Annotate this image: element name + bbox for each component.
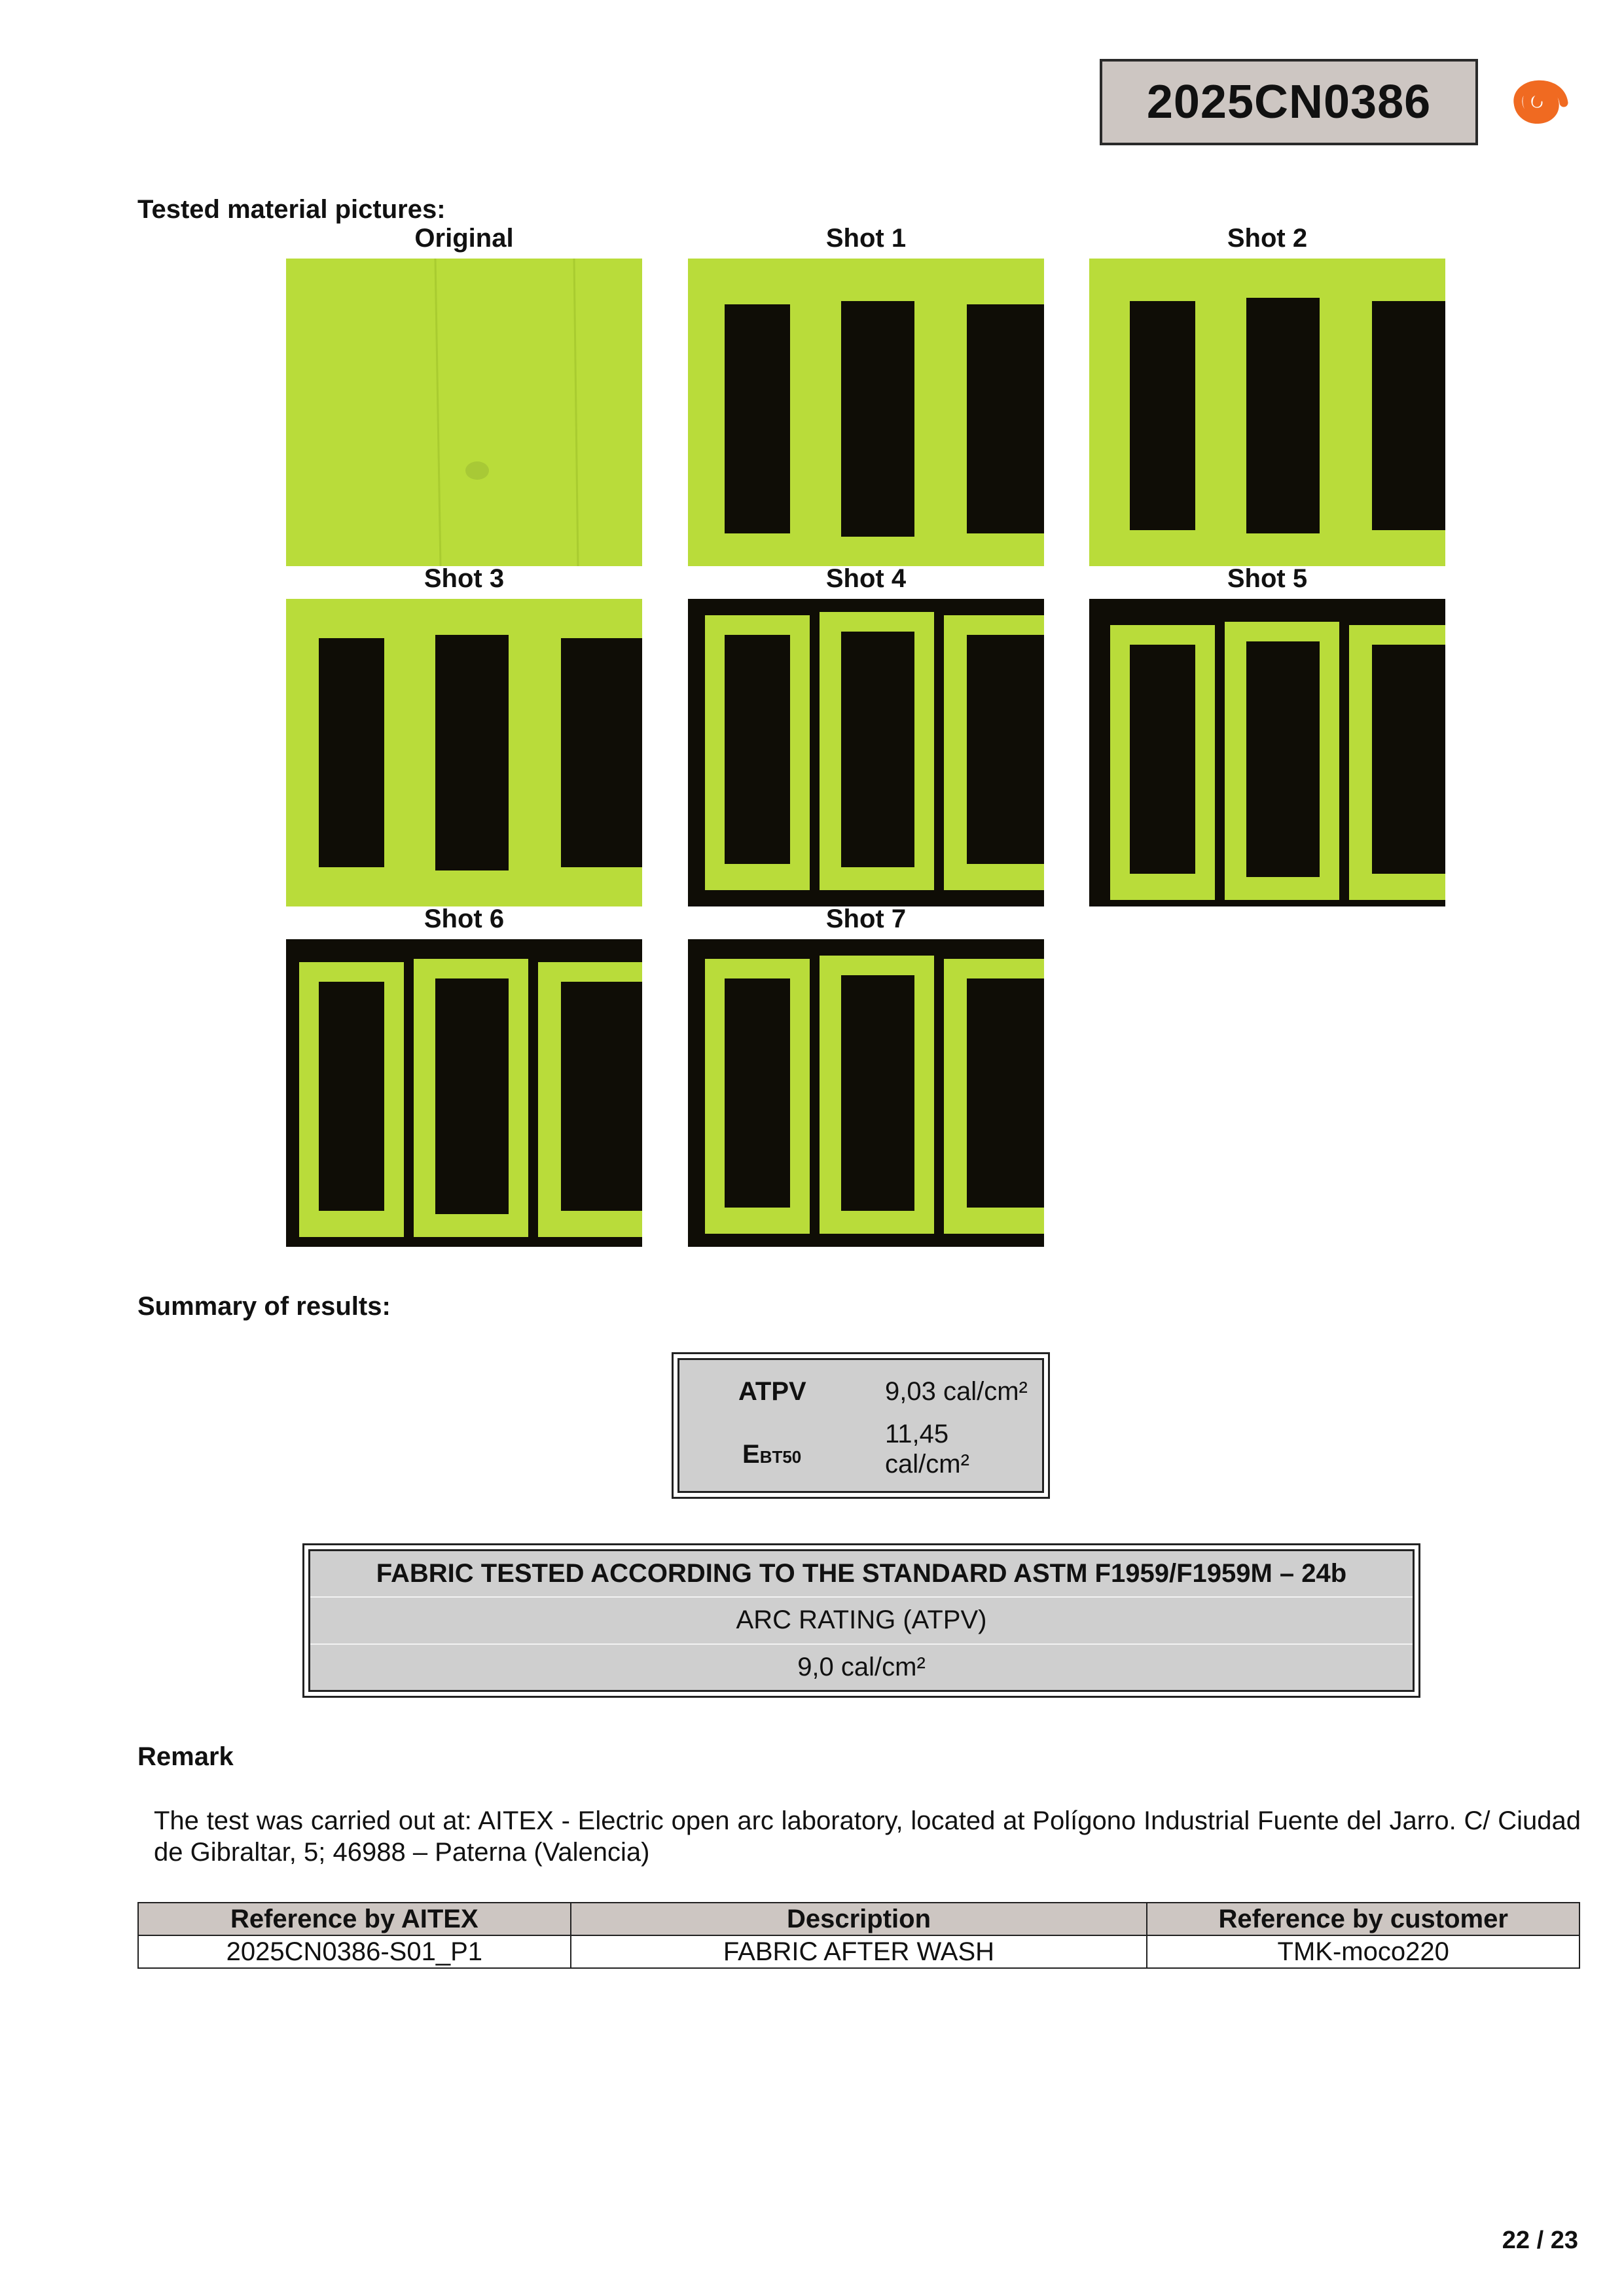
reference-table [137, 1902, 1580, 1969]
aitex-logo-icon [1494, 63, 1579, 142]
atpv-label: ATPV [738, 1377, 806, 1406]
table-header-row [138, 1903, 1579, 1935]
shot-photo [286, 599, 642, 906]
ebt50-value: 11,45 cal/cm² [885, 1420, 969, 1479]
photo-title: Shot 6 [424, 905, 505, 933]
cell-reference-customer: TMK-moco220 [1147, 1935, 1579, 1968]
cell-reference-aitex: 2025CN0386-S01_P1 [138, 1935, 571, 1968]
pictures-heading: Tested material pictures: [137, 195, 446, 224]
photo-title: Shot 1 [825, 224, 907, 253]
photo-title: Shot 2 [1227, 224, 1308, 253]
photo-title: Shot 4 [825, 564, 907, 593]
photo-title: Shot 5 [1227, 564, 1308, 593]
standard-title: FABRIC TESTED ACCORDING TO THE STANDARD ASTM F1959/F1959M – 24b [376, 1559, 1347, 1588]
summary-box [672, 1352, 1050, 1499]
table-row [138, 1935, 1579, 1968]
arc-rating-value: 9,0 cal/cm² [310, 1643, 1413, 1690]
shot-photo [688, 599, 1044, 906]
cell-description: FABRIC AFTER WASH [571, 1935, 1147, 1968]
page-number: 22 / 23 [1502, 2227, 1578, 2254]
arc-rating-label: ARC RATING (ATPV) [310, 1596, 1413, 1643]
photo-title: Shot 7 [825, 905, 907, 933]
summary-heading: Summary of results: [137, 1292, 391, 1321]
col-reference-customer: Reference by customer [1147, 1903, 1579, 1935]
photo-title: Shot 3 [424, 564, 505, 593]
col-description: Description [571, 1903, 1147, 1935]
ebt50-label: EBT50 [742, 1440, 802, 1469]
standard-box [302, 1543, 1420, 1698]
col-reference-aitex: Reference by AITEX [138, 1903, 571, 1935]
report-number: 2025CN0386 [1100, 59, 1478, 145]
shot-photo [688, 939, 1044, 1247]
remark-text: The test was carried out at: AITEX - Electric open arc laboratory, located at Polígono Industrial Fuente del Jarro. C/ Ciudad de Gibraltar, 5; 46988 – Paterna (Valencia) [154, 1806, 1581, 1867]
shot-photo [286, 939, 642, 1247]
photo-title: Original [414, 224, 514, 253]
shot-photo [688, 259, 1044, 566]
original-fabric-photo [286, 259, 642, 566]
atpv-value: 9,03 cal/cm² [885, 1377, 1028, 1406]
shot-photo [1089, 259, 1445, 566]
remark-heading: Remark [137, 1742, 234, 1771]
shot-photo [1089, 599, 1445, 906]
